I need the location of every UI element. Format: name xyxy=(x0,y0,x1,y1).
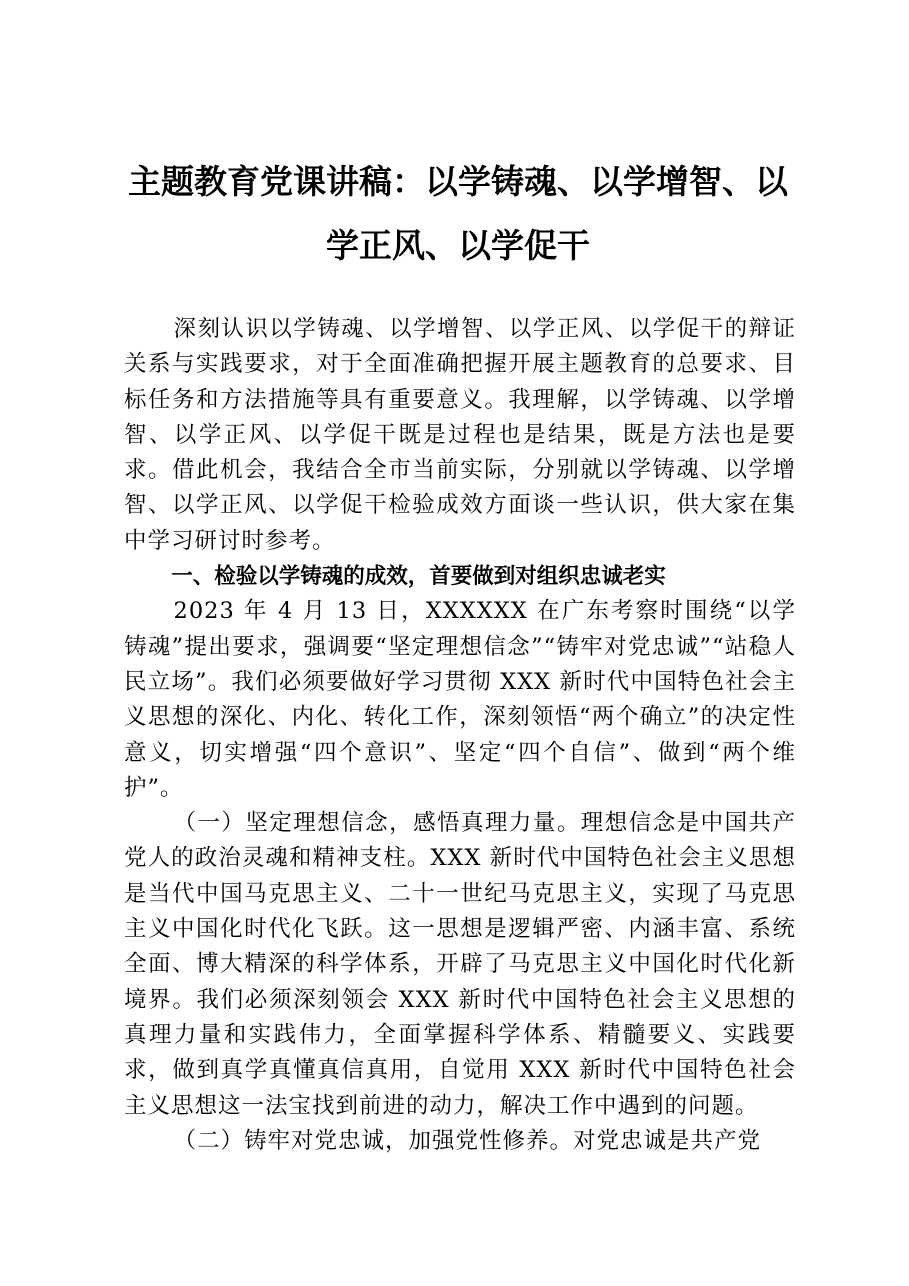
subsection-2-paragraph: （二）铸牢对党忠诚，加强党性修养。对党忠诚是共产党 xyxy=(173,1127,762,1154)
section-heading-1: 一、检验以学铸魂的成效，首要做到对组织忠诚老实 xyxy=(171,564,666,590)
subsection-1-paragraph: （一）坚定理想信念，感悟真理力量。理想信念是中国共产党人的政治灵魂和精神支柱。XXX 新时代中国特色社会主义思想是当代中国马克思主义、二十一世纪马克思主义，实现了马克思主义中国化时代化飞跃。这一思想是逻辑严密、内涵丰富、系统全面、博大精深的科学体系，开辟了马克思主义中国化时代化新境界。我们必须深刻领会 XXX 新时代中国特色社会主义思想的真理力量和实践伟力，全面掌握科学体系、精髓要义、实践要求，做到真学真懂真信真用，自觉用 XXX 新时代中国特色社会主义思想这一法宝找到前进的动力，解决工作中遇到的问题。 xyxy=(124,810,796,1119)
section-1-paragraph: 2023 年 4 月 13 日，XXXXXX 在广东考察时围绕“以学铸魂”提出要求，强调要“坚定理想信念”“铸牢对党忠诚”“站稳人民立场”。我们必须要做好学习贯彻 XXX 新时代中国特色社会主义思想的深化、内化、转化工作，深刻领悟“两个确立”的决定性意义，切实增强“四个意识”、坚定“四个自信”、做到“两个维护”。 xyxy=(124,598,796,801)
intro-paragraph: 深刻认识以学铸魂、以学增智、以学正风、以学促干的辩证关系与实践要求，对于全面准确把握开展主题教育的总要求、目标任务和方法措施等具有重要意义。我理解，以学铸魂、以学增智、以学正风、以学促干既是过程也是结果，既是方法也是要求。借此机会，我结合全市当前实际，分别就以学铸魂、以学增智、以学正风、以学促干检验成效方面谈一些认识，供大家在集中学习研讨时参考。 xyxy=(124,316,796,554)
document-title: 主题教育党课讲稿：以学铸魂、以学增智、以学正风、以学促干 xyxy=(128,162,788,265)
document-body xyxy=(124,312,796,1159)
